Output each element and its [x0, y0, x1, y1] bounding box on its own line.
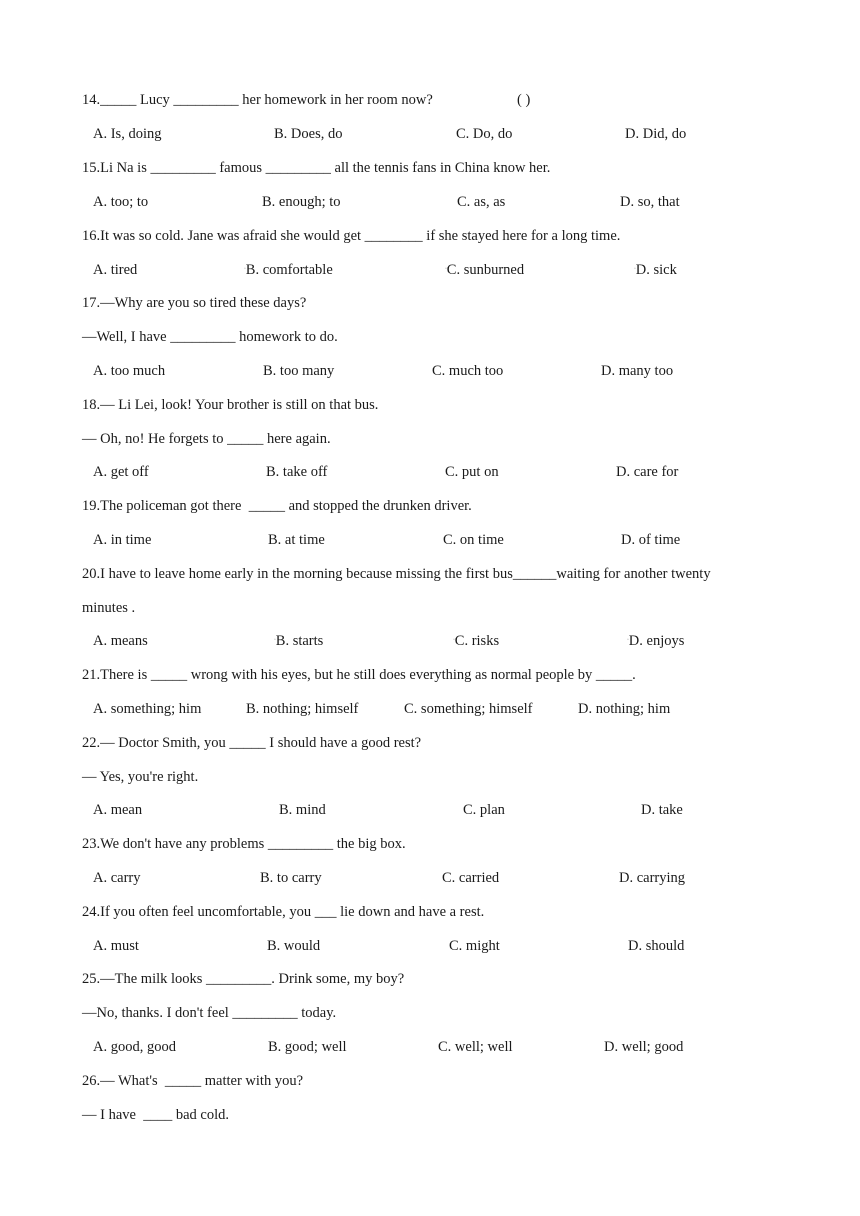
q21-option-d: D. nothing; him — [578, 701, 671, 717]
answer-parentheses: ( ) — [517, 92, 531, 108]
scan-dot-icon: ▫ — [244, 267, 246, 272]
question-17-stem: 17.—Why are you so tired these days? — [82, 295, 307, 311]
question-16-stem: 16.It was so cold. Jane was afraid she would get ________ if she stayed here for a long time. — [82, 228, 621, 244]
q18-option-c: C. put on — [445, 464, 499, 480]
q16-option-c: ▫C. sunburned — [445, 262, 525, 278]
q20-option-c: ▫C. risks — [453, 633, 500, 649]
q16-option-b: ▫B. comfortable — [244, 262, 333, 278]
q23-option-a: A. carry — [93, 870, 141, 886]
q22-option-d: D. take — [641, 802, 683, 818]
scan-dot-icon: ▫ — [445, 267, 447, 272]
q18-option-a: A. get off — [93, 464, 149, 480]
question-23-stem: 23.We don't have any problems _________ the big box. — [82, 836, 406, 852]
q19-option-c: C. on time — [443, 532, 504, 548]
question-26-stem: 26.— What's _____ matter with you? — [82, 1073, 304, 1089]
q25-option-a: A. good, good — [93, 1039, 176, 1055]
q22-option-c: C. plan — [463, 802, 505, 818]
q20-option-d: ▫D. enjoys — [627, 633, 685, 649]
q24-option-b: B. would — [267, 938, 321, 954]
q16-option-d: ▫D. sick — [634, 262, 677, 278]
question-17-reply: —Well, I have _________ homework to do. — [82, 329, 338, 345]
q24-option-a: A. must — [93, 938, 139, 954]
scan-dot-icon: ▫ — [274, 638, 276, 643]
q17-option-a: A. too much — [93, 363, 166, 379]
q25-option-c: C. well; well — [438, 1039, 513, 1055]
q15-option-b: B. enough; to — [262, 194, 341, 210]
q25-option-b: B. good; well — [268, 1039, 347, 1055]
q14-option-b: B. Does, do — [274, 126, 343, 142]
q19-option-b: B. at time — [268, 532, 325, 548]
q15-option-c: C. as, as — [457, 194, 506, 210]
q24-option-c: C. might — [449, 938, 500, 954]
q24-option-d: D. should — [628, 938, 685, 954]
question-19-stem: 19.The policeman got there _____ and stopped the drunken driver. — [82, 498, 472, 514]
q16-option-a: A. tired — [93, 262, 138, 278]
q14-option-a: A. Is, doing — [93, 126, 162, 142]
question-26-reply: — I have ____ bad cold. — [82, 1107, 229, 1123]
q17-option-c: C. much too — [432, 363, 504, 379]
q19-option-d: D. of time — [621, 532, 681, 548]
q15-option-a: A. too; to — [93, 194, 149, 210]
q23-option-d: D. carrying — [619, 870, 686, 886]
q17-option-d: D. many too — [601, 363, 674, 379]
q23-option-b: B. to carry — [260, 870, 322, 886]
q25-option-d: D. well; good — [604, 1039, 684, 1055]
question-18-reply: — Oh, no! He forgets to _____ here again. — [82, 431, 331, 447]
q19-option-a: A. in time — [93, 532, 152, 548]
q20-option-b: ▫B. starts — [274, 633, 324, 649]
q20-option-a: A. means — [93, 633, 148, 649]
scan-dot-icon: ▫ — [634, 267, 636, 272]
q23-option-c: C. carried — [442, 870, 500, 886]
q22-option-a: A. mean — [93, 802, 143, 818]
question-15-stem: 15.Li Na is _________ famous _________ all the tennis fans in China know her. — [82, 160, 551, 176]
q18-option-d: D. care for — [616, 464, 679, 480]
q14-option-d: D. Did, do — [625, 126, 687, 142]
question-22-stem: 22.— Doctor Smith, you _____ I should have a good rest? — [82, 735, 422, 751]
question-25-reply: —No, thanks. I don't feel _________ today. — [82, 1005, 337, 1021]
scan-dot-icon: ▫ — [453, 638, 455, 643]
question-25-stem: 25.—The milk looks _________. Drink some, my boy? — [82, 971, 405, 987]
scan-dot-icon: ▫ — [627, 638, 629, 643]
q21-option-a: A. something; him — [93, 701, 202, 717]
question-20-stem-cont: minutes . — [82, 600, 136, 616]
question-21-stem: 21.There is _____ wrong with his eyes, but he still does everything as normal people by _____. — [82, 667, 636, 683]
q14-option-c: C. Do, do — [456, 126, 513, 142]
q15-option-d: D. so, that — [620, 194, 680, 210]
q22-option-b: B. mind — [279, 802, 326, 818]
q21-option-b: B. nothing; himself — [246, 701, 359, 717]
question-14-stem: 14._____ Lucy _________ her homework in her room now? — [82, 92, 433, 108]
q18-option-b: B. take off — [266, 464, 328, 480]
q17-option-b: B. too many — [263, 363, 335, 379]
question-20-stem: 20.I have to leave home early in the morning because missing the first bus______waiting for another twenty — [82, 566, 711, 582]
question-22-reply: — Yes, you're right. — [82, 769, 199, 785]
q21-option-c: C. something; himself — [404, 701, 533, 717]
question-24-stem: 24.If you often feel uncomfortable, you ___ lie down and have a rest. — [82, 904, 485, 920]
question-18-stem: 18.— Li Lei, look! Your brother is still on that bus. — [82, 397, 379, 413]
